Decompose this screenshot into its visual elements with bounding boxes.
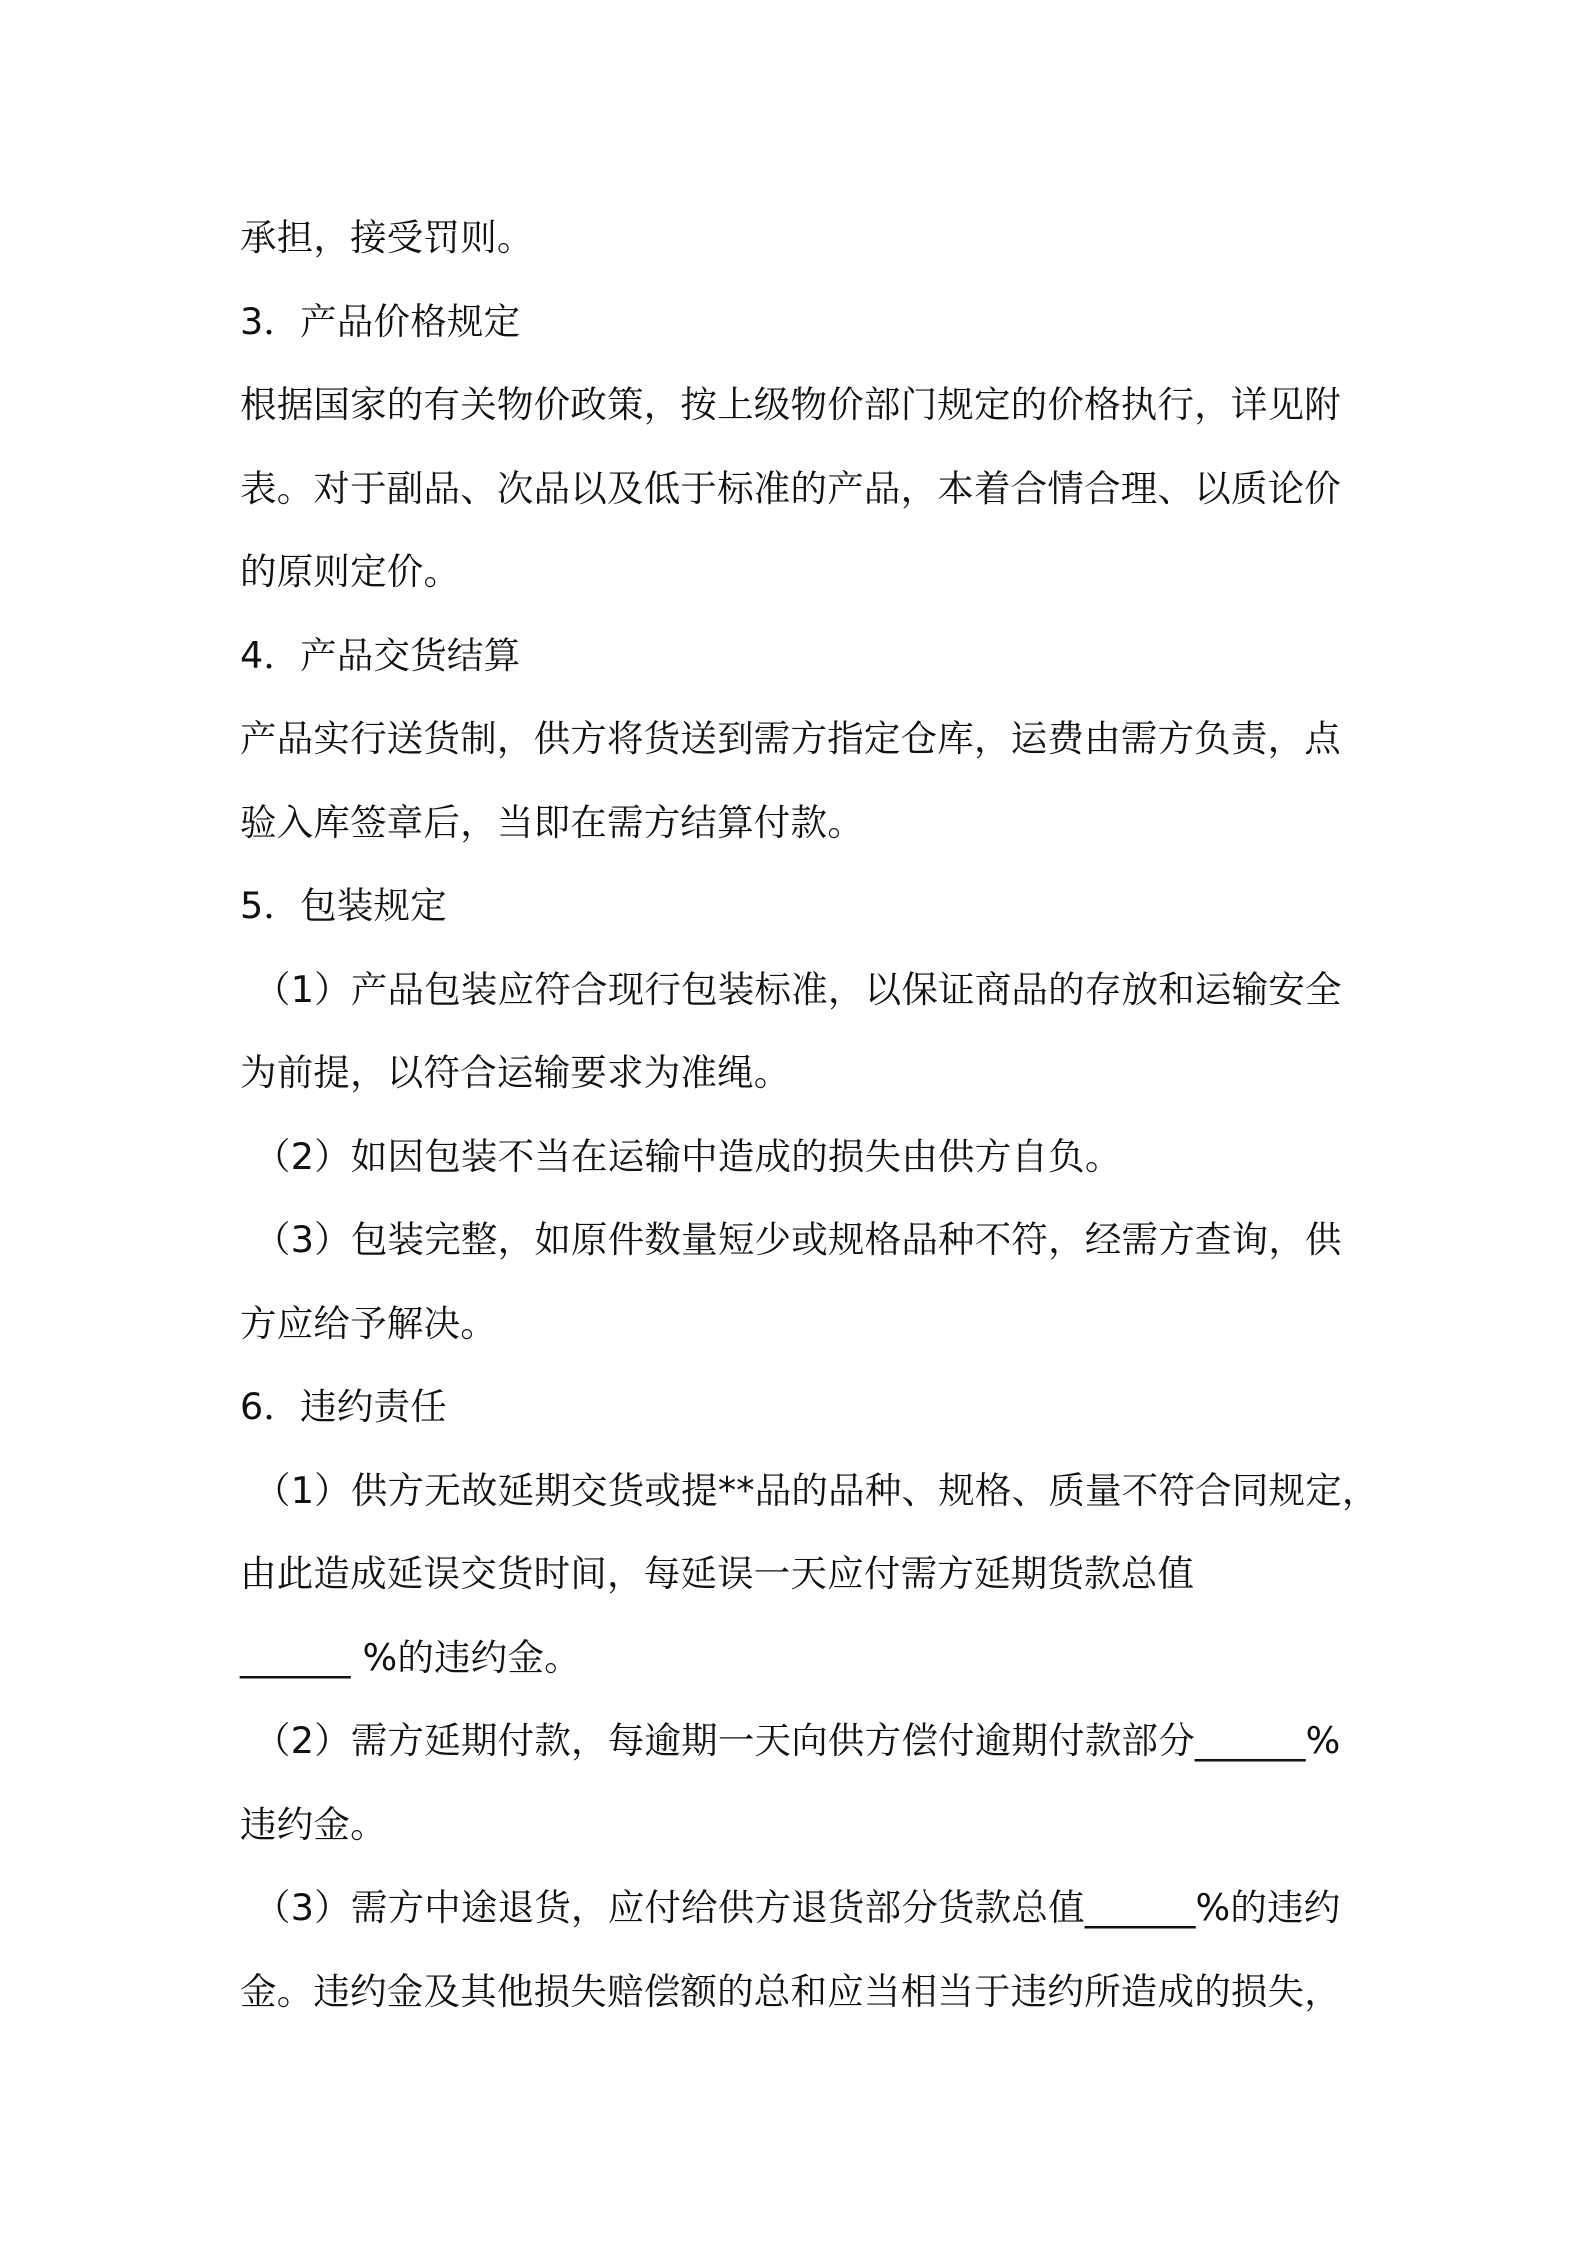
text-line: 方应给予解决。: [240, 1301, 497, 1345]
list-item: （1）供方无故延期交货或提**品的品种、规格、质量不符合同规定，: [254, 1468, 1379, 1512]
section-heading: 5．包装规定: [240, 884, 447, 927]
text-line: 根据国家的有关物价政策，按上级物价部门规定的价格执行，详见附: [240, 383, 1341, 426]
text-line: 违约金。: [240, 1802, 387, 1846]
section-heading: 4．产品交货结算: [240, 633, 521, 677]
list-item: （3）需方中途退货，应付给供方退货部分货款总值______%的违约: [254, 1886, 1341, 1929]
list-item: （2）需方延期付款，每逾期一天向供方偿付逾期付款部分______%: [254, 1719, 1341, 1762]
text-line: 为前提，以符合运输要求为准绳。: [240, 1051, 791, 1094]
document-body: [240, 196, 1379, 2033]
text-line: 承担，接受罚则。: [240, 216, 534, 259]
list-item: （2）如因包装不当在运输中造成的损失由供方自负。: [254, 1134, 1122, 1178]
text-line: 金。违约金及其他损失赔偿额的总和应当相当于违约所造成的损失，: [240, 1969, 1341, 2013]
section-heading: 6．违约责任: [240, 1385, 447, 1428]
text-line: 验入库签章后，当即在需方结算付款。: [240, 800, 864, 844]
list-item: （1）产品包装应符合现行包装标准，以保证商品的存放和运输安全: [254, 967, 1342, 1011]
text-line: 产品实行送货制，供方将货送到需方指定仓库，运费由需方负责，点: [240, 717, 1341, 760]
text-line: 由此造成延误交货时间，每延误一天应付需方延期货款总值: [240, 1552, 1195, 1595]
text-line: ______ %的违约金。: [240, 1635, 581, 1679]
list-item: （3）包装完整，如原件数量短少或规格品种不符，经需方查询，供: [254, 1218, 1342, 1261]
text-line: 表。对于副品、次品以及低于标准的产品，本着合情合理、以质论价: [240, 466, 1341, 510]
text-line: 的原则定价。: [240, 550, 461, 593]
section-heading: 3．产品价格规定: [240, 299, 521, 343]
